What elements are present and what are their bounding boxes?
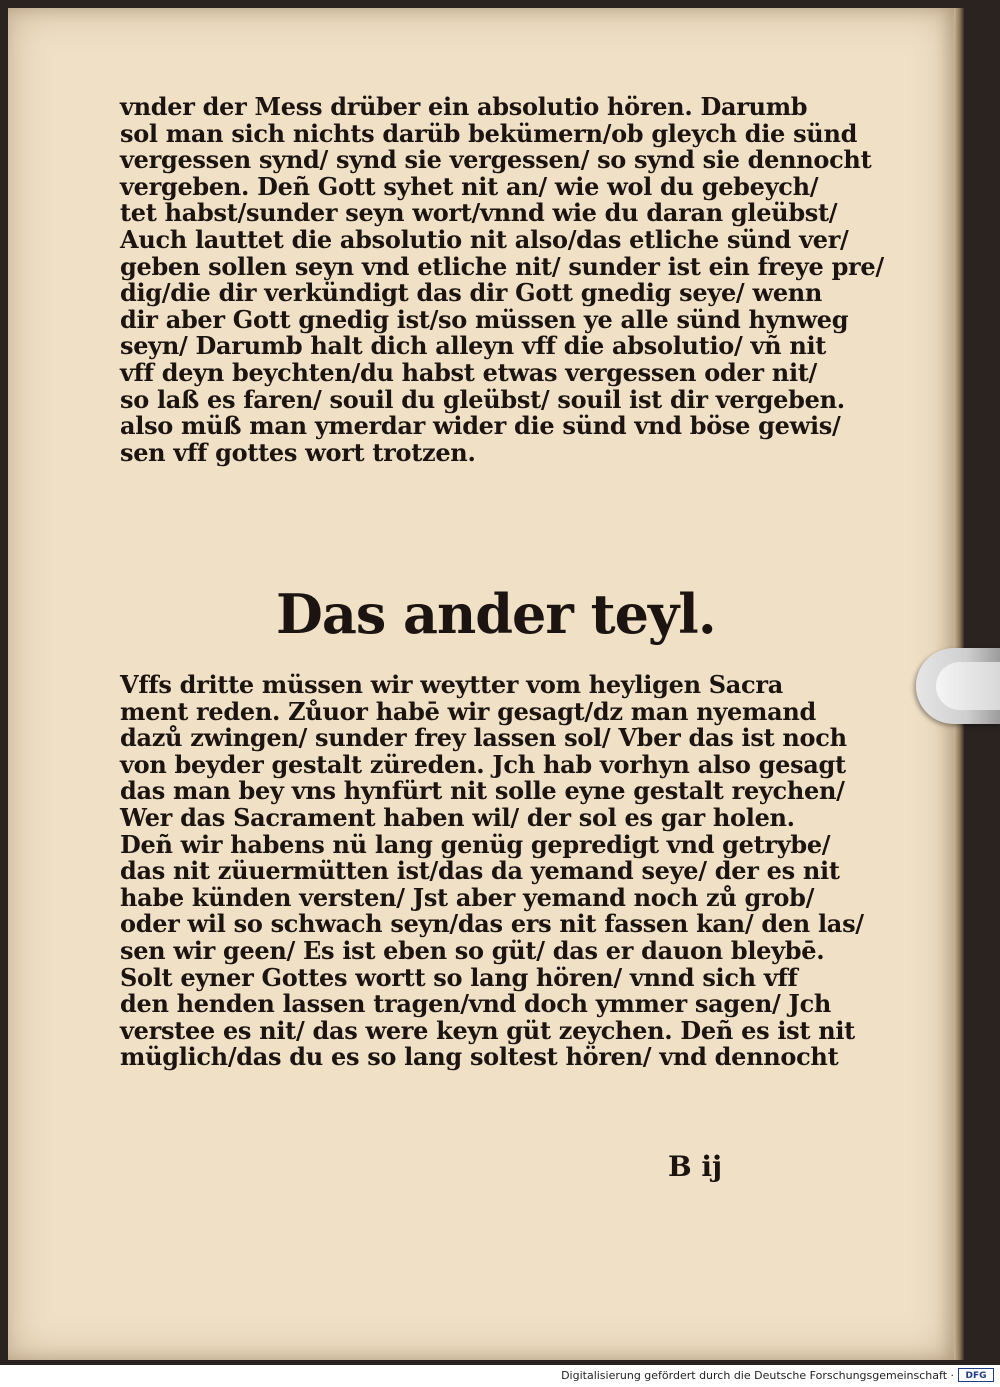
text-line: sen wir geen/ Es ist eben so güt/ das er dauon bleybē. — [120, 935, 825, 965]
text-line: vnder der Mess drüber ein absolutio hören. Darumb — [120, 92, 808, 121]
text-line: Vffs dritte müssen wir weytter vom heyligen Sacra — [120, 670, 783, 699]
paragraph-2 — [120, 670, 864, 1072]
section-heading: Das ander teyl. — [276, 582, 716, 646]
paragraph-1 — [120, 92, 884, 467]
dfg-logo: DFG — [958, 1368, 994, 1382]
text-line: vergessen synd/ synd sie vergessen/ so synd sie dennocht — [120, 145, 872, 175]
text-line: sen vff gottes wort trotzen. — [120, 437, 476, 467]
text-line: also müß man ymerdar wider die sünd vnd böse gewis/ — [120, 411, 841, 441]
text-line: das man bey vns hynfürt nit solle eyne gestalt reychen/ — [120, 776, 845, 806]
text-line: Solt eyner Gottes wortt so lang hören/ vnnd sich vff — [120, 962, 798, 992]
text-line: vergeben. Deñ Gott syhet nit an/ wie wol du gebeych/ — [120, 171, 819, 201]
text-line: vff deyn beychten/du habst etwas vergessen oder nit/ — [120, 357, 818, 387]
signature-mark: B ij — [668, 1150, 723, 1183]
text-line: müglich/das du es so lang soltest hören/ vnd dennocht — [120, 1042, 839, 1072]
text-line: habe künden versten/ Jst aber yemand noch zů grob/ — [120, 882, 815, 912]
text-line: sol man sich nichts darüb bekümern/ob gleych die sünd — [120, 118, 858, 148]
text-line: tet habst/sunder seyn wort/vnnd wie du daran gleübst/ — [120, 198, 838, 228]
text-line: Deñ wir habens nü lang genüg gepredigt vnd getrybe/ — [120, 829, 831, 859]
funding-credit: Digitalisierung gefördert durch die Deutsche Forschungsgemeinschaft · — [561, 1369, 954, 1382]
text-line: dig/die dir verkündigt das dir Gott gnedig seye/ wenn — [120, 278, 823, 308]
text-line: seyn/ Darumb halt dich alleyn vff die absolutio/ vñ nit — [120, 331, 827, 361]
text-line: ment reden. Zůuor habē wir gesagt/dz man nyemand — [120, 696, 816, 726]
text-line: das nit züuermütten ist/das da yemand seye/ der es nit — [120, 856, 840, 886]
page-clip-inner — [936, 662, 1000, 710]
text-line: von beyder gestalt züreden. Jch hab vorhyn also gesagt — [120, 749, 846, 779]
text-line: so laß es faren/ souil du gleübst/ souil ist dir vergeben. — [120, 384, 845, 414]
text-line: oder wil so schwach seyn/das ers nit fassen kan/ den las/ — [120, 909, 864, 939]
text-line: Auch lauttet die absolutio nit also/das etliche sünd ver/ — [120, 224, 849, 254]
text-line: den henden lassen tragen/vnd doch ymmer sagen/ Jch — [120, 989, 832, 1019]
text-line: verstee es nit/ das were keyn güt zeychen. Deñ es ist nit — [120, 1015, 855, 1045]
text-line: dazů zwingen/ sunder frey lassen sol/ Vber das ist noch — [120, 723, 847, 753]
text-line: geben sollen seyn vnd etliche nit/ sunder ist ein freye pre/ — [120, 251, 884, 281]
text-line: Wer das Sacrament haben wil/ der sol es gar holen. — [120, 802, 795, 832]
text-line: dir aber Gott gnedig ist/so müssen ye alle sünd hynweg — [120, 304, 849, 334]
footer-bar — [0, 1365, 1000, 1387]
